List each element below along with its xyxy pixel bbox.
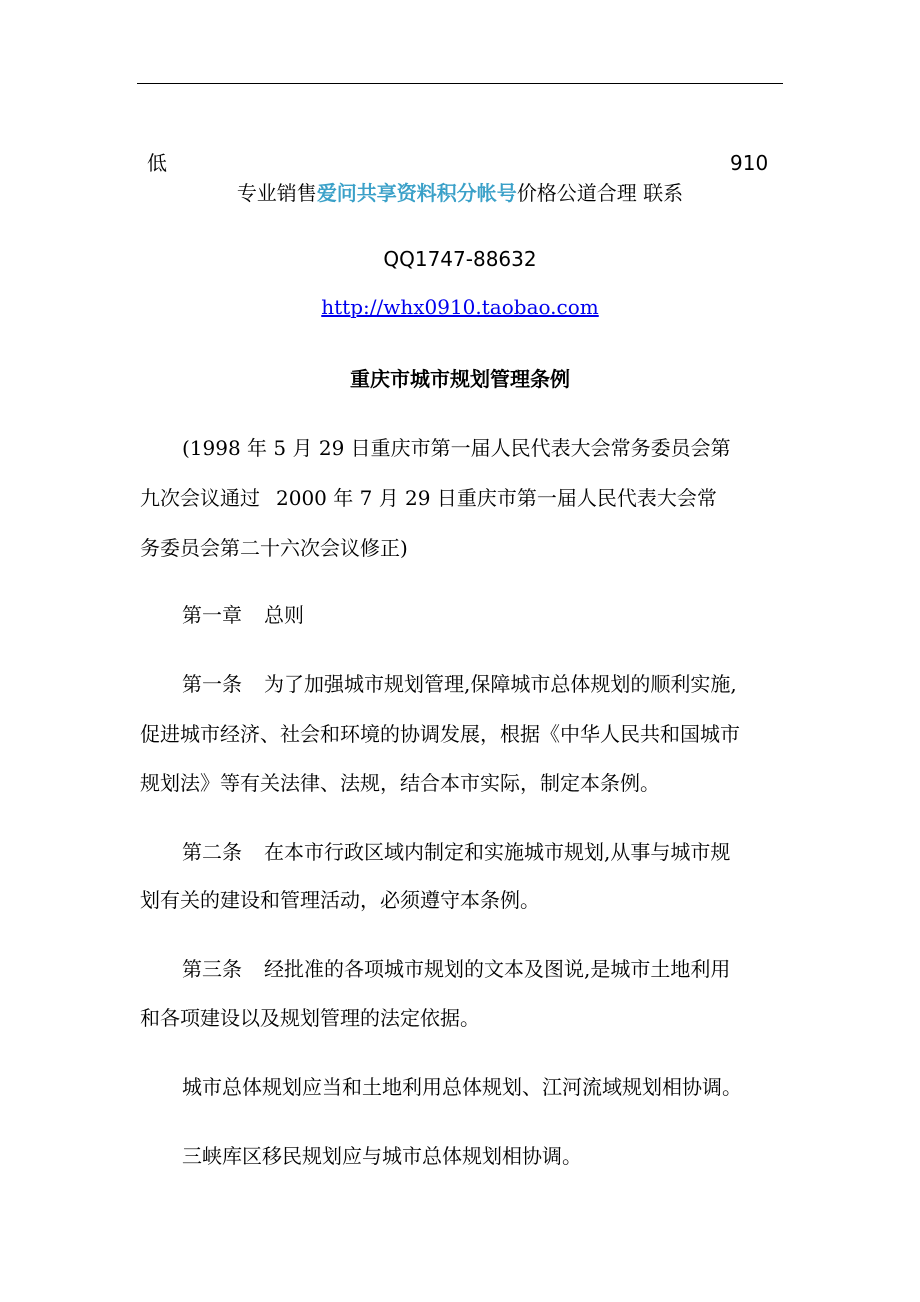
header-left-fragment: 低: [147, 151, 167, 175]
header-rule: [137, 83, 783, 84]
article-2-number: 第二条: [182, 840, 242, 864]
ad-suffix: 价格公道合理 联系: [516, 181, 684, 205]
article-1-line-3: 规划法》等有关法律、法规，结合本市实际，制定本条例。: [140, 771, 660, 795]
article-1-text-1: 为了加强城市规划管理,保障城市总体规划的顺利实施,: [264, 672, 737, 696]
article-2-line-2: 划有关的建设和管理活动，必须遵守本条例。: [140, 888, 540, 912]
chapter-name: 总则: [264, 603, 304, 627]
header-right-fragment: 910: [730, 151, 769, 175]
chapter-number: 第一章: [182, 603, 242, 627]
preamble-line-3: 务委员会第二十六次会议修正): [140, 536, 408, 560]
paragraph-1: 城市总体规划应当和土地利用总体规划、江河流域规划相协调。: [182, 1075, 742, 1099]
document-title: 重庆市城市规划管理条例: [350, 367, 570, 391]
article-3-line-2: 和各项建设以及规划管理的法定依据。: [140, 1006, 480, 1030]
chapter-heading: [182, 603, 304, 627]
paragraph-2: 三峡库区移民规划应与城市总体规划相协调。: [182, 1144, 582, 1168]
article-3-text-1: 经批准的各项城市规划的文本及图说,是城市土地利用: [264, 957, 731, 981]
preamble-adopted: 九次会议通过: [140, 486, 260, 510]
preamble-line-2: [140, 486, 717, 510]
preamble-line-1: (1998 年 5 月 29 日重庆市第一届人民代表大会常务委员会第: [182, 436, 731, 460]
taobao-link[interactable]: http://whx0910.taobao.com: [321, 295, 599, 319]
ad-line-clipped: [0, 181, 920, 217]
article-3-line-1: [182, 957, 730, 981]
ad-qq: QQ1747-88632: [383, 247, 537, 271]
ad-highlight: 爱问共享资料积分帐号: [316, 181, 517, 205]
article-1-line-1: [182, 672, 737, 696]
preamble-amended: 2000 年 7 月 29 日重庆市第一届人民代表大会常: [276, 486, 717, 510]
article-2-line-1: [182, 840, 730, 864]
article-1-number: 第一条: [182, 672, 242, 696]
article-2-text-1: 在本市行政区域内制定和实施城市规划,从事与城市规: [264, 840, 731, 864]
article-1-line-2: 促进城市经济、社会和环境的协调发展，根据《中华人民共和国城市: [140, 722, 740, 746]
ad-prefix: 专业销售: [236, 181, 317, 205]
article-3-number: 第三条: [182, 957, 242, 981]
